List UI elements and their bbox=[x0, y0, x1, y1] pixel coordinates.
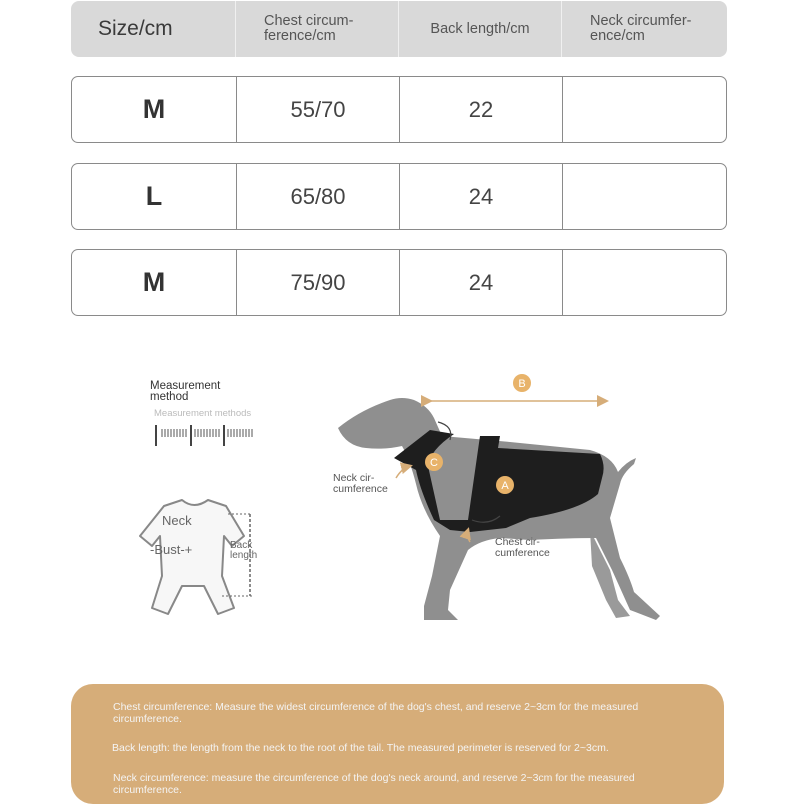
chest-description: Chest circumference: Measure the widest circumference of the dog's chest, and reserve 2~3cm for the measured circumference. bbox=[113, 701, 639, 725]
marker-b-label: B bbox=[518, 378, 526, 390]
back-cell: 24 bbox=[400, 164, 563, 229]
marker-a-label: A bbox=[501, 480, 509, 492]
table-row bbox=[71, 163, 727, 230]
chest-cell: 75/90 bbox=[237, 250, 400, 315]
header-back: Back length/cm bbox=[399, 1, 562, 57]
description-box bbox=[71, 684, 724, 804]
chest-circumference-label: Chest cir-cumference bbox=[495, 536, 550, 559]
back-cell: 22 bbox=[400, 77, 563, 142]
size-cell: M bbox=[72, 77, 237, 142]
table-row bbox=[71, 76, 727, 143]
dog-diagram bbox=[330, 370, 670, 630]
neck-circumference-label: Neck cir-cumference bbox=[333, 472, 388, 495]
table-row bbox=[71, 249, 727, 316]
header-chest: Chest circum-ference/cm bbox=[236, 1, 399, 57]
neck-description: Neck circumference: measure the circumference of the dog's neck around, and reserve 2~3cm for the measured circumference. bbox=[113, 772, 635, 796]
ruler-icon bbox=[150, 424, 260, 448]
shirt-diagram-icon bbox=[122, 496, 282, 626]
size-cell: M bbox=[72, 250, 237, 315]
neck-cell bbox=[563, 77, 726, 142]
chest-cell: 65/80 bbox=[237, 164, 400, 229]
shirt-bust-label: -Bust-+ bbox=[150, 542, 193, 557]
header-size: Size/cm bbox=[71, 1, 236, 57]
chest-cell: 55/70 bbox=[237, 77, 400, 142]
back-cell: 24 bbox=[400, 250, 563, 315]
header-neck: Neck circumfer-ence/cm bbox=[590, 13, 692, 44]
size-cell: L bbox=[72, 164, 237, 229]
shirt-back-label: Back length bbox=[230, 540, 258, 561]
neck-cell bbox=[563, 250, 726, 315]
shirt-neck-label: Neck bbox=[162, 513, 192, 528]
method-title: Measurement method bbox=[150, 380, 221, 403]
method-subtitle: Measurement methods bbox=[154, 408, 252, 419]
back-description: Back length: the length from the neck to the root of the tail. The measured perimeter is reserved for 2~3cm. bbox=[112, 742, 609, 754]
table-header bbox=[71, 1, 727, 57]
marker-c-label: C bbox=[430, 457, 438, 469]
neck-cell bbox=[563, 164, 726, 229]
